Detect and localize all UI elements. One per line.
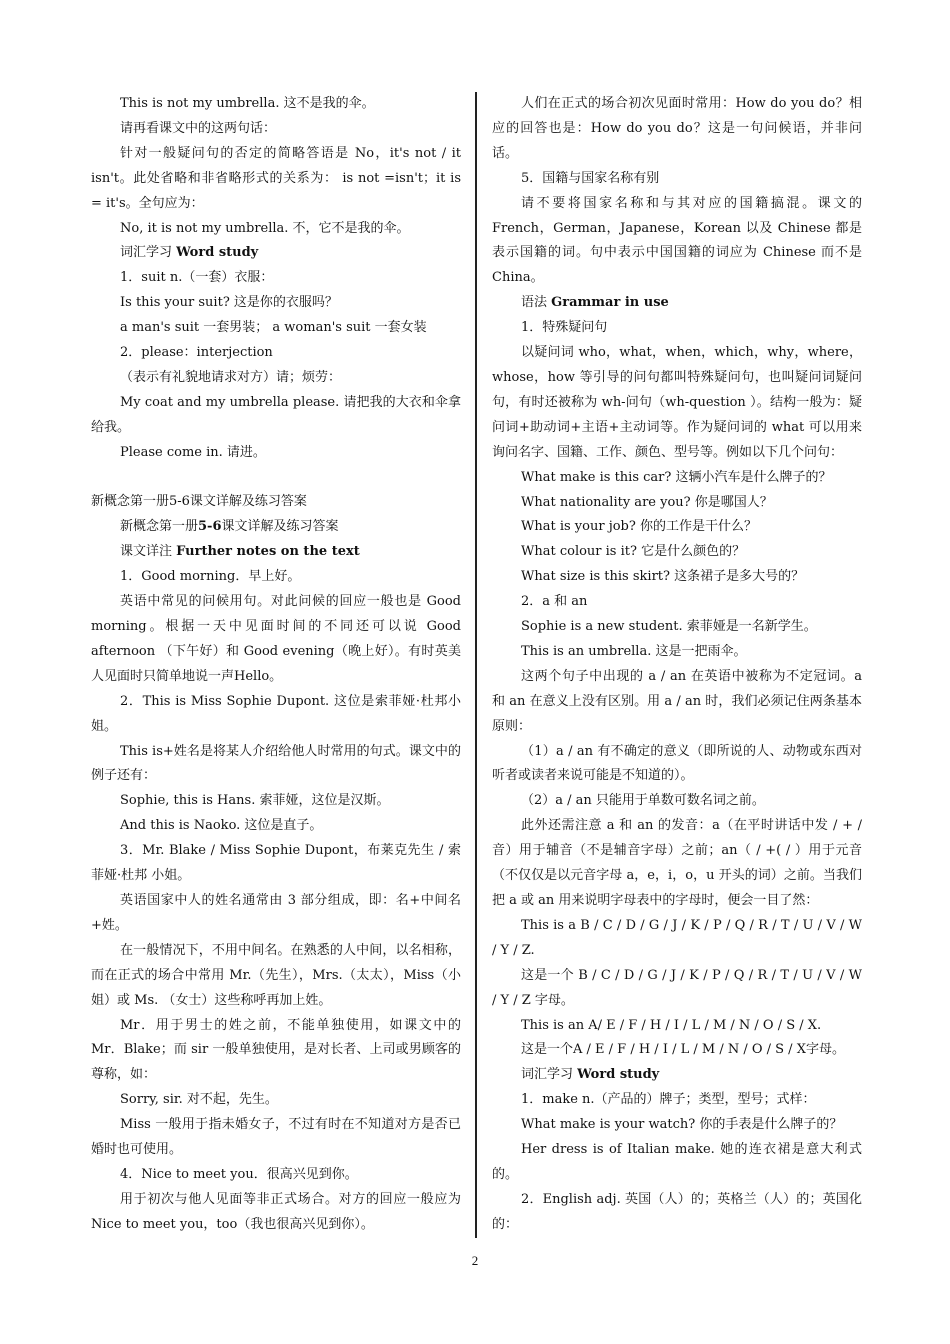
paragraph: What size is this skirt? 这条裙子是多大号的？ (521, 569, 805, 585)
paragraph: What colour is it? 它是什么颜色的？ (521, 544, 746, 560)
paragraph: Sorry, sir. 对不起，先生。 (120, 1092, 278, 1108)
paragraph: 2．please：interjection (120, 345, 273, 361)
paragraph: 请再看课文中的这两句话： (120, 120, 277, 136)
paragraph: And this is Naoko. 这位是直子。 (120, 818, 323, 834)
paragraph: This is an umbrella. 这是一把雨伞。 (521, 643, 747, 659)
paragraph: 5．国籍与国家名称有别 (521, 170, 660, 186)
page-number: 2 (471, 1253, 479, 1268)
paragraph: 此外还需注意 a 和 an 的发音：a（在平时讲话中发 / + / 音）用于辅音（不是辅音字母）之前；an（ / +( / ）用于元音（不仅仅是以元音字母 a，e，i，o，u 开头的词）之前。当我们把 a 或 an 用来说明字母表中的字母时，便会一目了然： (492, 818, 862, 908)
paragraph: What is your job? 你的工作是干什么？ (521, 519, 757, 535)
paragraph: What nationality are you? 你是哪国人？ (521, 494, 773, 510)
paragraph: 以疑问词 who，what，when，which，why，where，whose，how 等引导的问句都叫特殊疑问句，也叫疑问词疑问句，有时还被称为 wh-问句（wh-question ）。结构一般为：疑问词+助动词+主语+主动词等。作为疑问词的 what 可以用来询问名字、国籍、工作、颜色、型号等。例如以下几个问句： (492, 345, 862, 460)
paragraph: 英语国家中人的姓名通常由 3 部分组成，即：名+中间名+姓。 (91, 892, 461, 933)
paragraph: This is not my umbrella. 这不是我的伞。 (120, 96, 375, 111)
paragraph: 1．suit n.（一套）衣服： (120, 270, 274, 286)
paragraph: What make is this car? 这辆小汽车是什么牌子的？ (521, 469, 832, 485)
paragraph: 2．English adj. 英国（人）的；英格兰（人）的；英国化的： (492, 1191, 862, 1232)
paragraph: Sophie is a new student. 索菲娅是一名新学生。 (521, 619, 817, 635)
left-column (91, 92, 461, 1238)
paragraph: What make is your watch? 你的手表是什么牌子的？ (521, 1117, 843, 1133)
paragraph: 新概念第一册5-6课文详解及练习答案 (120, 519, 339, 535)
paragraph: Mr．用于男士的姓之前，不能单独使用，如课文中的 Mr．Blake；而 sir 一般单独使用，是对长者、上司或男顾客的尊称，如： (91, 1017, 461, 1083)
paragraph: This is+姓名是将某人介绍给他人时常用的句式。课文中的例子还有： (91, 743, 461, 784)
right-column (492, 92, 862, 1238)
paragraph: Please come in. 请进。 (120, 444, 266, 460)
paragraph: Sophie, this is Hans. 索菲娅，这位是汉斯。 (120, 793, 390, 809)
paragraph: 新概念第一册5-6课文详解及练习答案 (91, 494, 307, 510)
paragraph: 词汇学习 Word study (521, 1067, 660, 1083)
paragraph: a man's suit 一套男装； a woman's suit 一套女装 (120, 320, 427, 336)
paragraph: 这是一个 B / C / D / G / J / K / P / Q / R / T / U / V / W / Y / Z 字母。 (492, 967, 862, 1008)
paragraph: 英语中常见的问候用句。对此问候的回应一般也是 Good morning。根据一天中见面时间的不同还可以说 Good afternoon （下午好）和 Good evening（晚上好）。有时英美人见面时只简单地说一声Hello。 (91, 594, 461, 684)
paragraph: This is a B / C / D / G / J / K / P / Q / R / T / U / V / W / Y / Z. (492, 917, 862, 958)
paragraph: 用于初次与他人见面等非正式场合。对方的回应一般应为 Nice to meet you，too（我也很高兴见到你）。 (91, 1191, 461, 1232)
paragraph: 针对一般疑问句的否定的简略答语是 No，it's not / it isn't。此处省略和非省略形式的关系为： is not =isn't；it is = it's。全句应为： (91, 145, 461, 211)
paragraph: （1）a / an 有不确定的意义（即所说的人、动物或东西对听者或读者来说可能是不知道的）。 (492, 743, 862, 784)
paragraph: （2）a / an 只能用于单数可数名词之前。 (521, 793, 765, 809)
paragraph: Is this your suit? 这是你的衣服吗？ (120, 295, 338, 311)
paragraph: 1．make n.（产品的）牌子；类型，型号；式样： (521, 1092, 816, 1108)
paragraph: 人们在正式的场合初次见面时常用：How do you do？相应的回答也是：How do you do？这是一句问候语，并非问话。 (492, 96, 862, 161)
paragraph: 1．特殊疑问句 (521, 320, 608, 336)
paragraph: 2．This is Miss Sophie Dupont. 这位是索菲娅·杜邦小姐。 (91, 693, 461, 734)
paragraph: 请不要将国家名称和与其对应的国籍搞混。课文的 French，German，Japanese，Korean 以及 Chinese 都是表示国籍的词。句中表示中国国籍的词应为 Chinese 而不是 China。 (492, 195, 862, 286)
paragraph: 这是一个A / E / F / H / I / L / M / N / O / S / X字母。 (521, 1042, 845, 1058)
paragraph: 4．Nice to meet you．很高兴见到你。 (120, 1166, 358, 1182)
paragraph: 这两个句子中出现的 a / an 在英语中被称为不定冠词。a 和 an 在意义上没有区别。用 a / an 时，我们必须记住两条基本原则： (492, 668, 862, 734)
paragraph: My coat and my umbrella please. 请把我的大衣和伞拿给我。 (91, 394, 461, 435)
paragraph: （表示有礼貌地请求对方）请；烦劳： (120, 369, 342, 385)
paragraph: 在一般情况下，不用中间名。在熟悉的人中间，以名相称，而在正式的场合中常用 Mr.（先生），Mrs.（太太），Miss（小姐）或 Ms. （女士）这些称呼再加上姓。 (91, 942, 461, 1008)
paragraph: 课文详注 Further notes on the text (120, 544, 360, 560)
paragraph: No, it is not my umbrella. 不，它不是我的伞。 (120, 220, 410, 236)
paragraph: 3．Mr. Blake / Miss Sophie Dupont，布莱克先生 / 索菲娅·杜邦 小姐。 (91, 843, 461, 884)
paragraph: 语法 Grammar in use (521, 295, 669, 311)
paragraph: 2．a 和 an (521, 594, 588, 610)
paragraph: Miss 一般用于指未婚女子，不过有时在不知道对方是否已婚时也可使用。 (91, 1117, 461, 1158)
paragraph: 词汇学习 Word study (120, 245, 259, 261)
paragraph: 1．Good morning．早上好。 (120, 569, 301, 585)
blank-line (91, 466, 461, 491)
paragraph: This is an A/ E / F / H / I / L / M / N / O / S / X. (521, 1017, 822, 1033)
paragraph: Her dress is of Italian make. 她的连衣裙是意大利式的。 (492, 1142, 862, 1182)
column-divider (475, 92, 477, 1238)
